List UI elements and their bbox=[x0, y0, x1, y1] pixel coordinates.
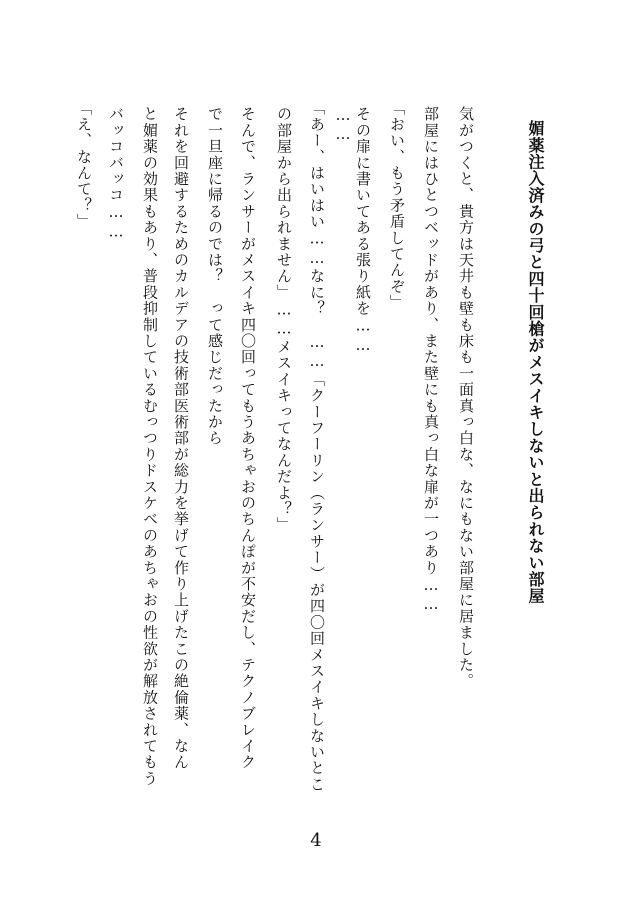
text-line: その扉に書いてある張り紙を…… bbox=[354, 106, 372, 355]
text-line: 気がつくと、貴方は天井も壁も床も一面真っ白な、なにもない部屋に居ました。 bbox=[457, 106, 475, 690]
text-line: 「え、なんて？」 bbox=[75, 100, 93, 230]
text-line: で一旦座に帰るのでは？ って感じだったから bbox=[206, 106, 224, 447]
text-line: バッコバッコ…… bbox=[107, 106, 125, 242]
text-line: の部屋から出られません」……メスイキってなんだよ？」 bbox=[275, 106, 293, 534]
text-line: 「おい、もう矛盾してんぞ」 bbox=[388, 100, 406, 311]
chapter-title: 媚薬注入済みの弓と四十回槍がメスイキしないと出られない部屋 bbox=[526, 120, 545, 605]
text-line: そんで、ランサーがメスイキ四〇回ってもうあちゃおのちんぽが不安だし、テクノブレイク bbox=[239, 106, 257, 771]
page-number: 4 bbox=[310, 830, 322, 851]
text-line: …… bbox=[334, 106, 352, 145]
text-line: 部屋にはひとつベッドがあり、また壁にも真っ白な扉が一つあり…… bbox=[422, 106, 440, 615]
text-line: 「あー、はいはい……なに？ ……「クーフーリン（ランサー）が四〇回メスイキしないとこ bbox=[308, 100, 326, 793]
text-line: と媚薬の効果もあり、普段抑制しているむっつりドスケベのあちゃおの性欲が解放されてもう bbox=[141, 106, 159, 787]
text-line: それを回避するためのカルデアの技術部医術部が総力を挙げて作り上げたこの絶倫薬、なん bbox=[172, 106, 190, 771]
